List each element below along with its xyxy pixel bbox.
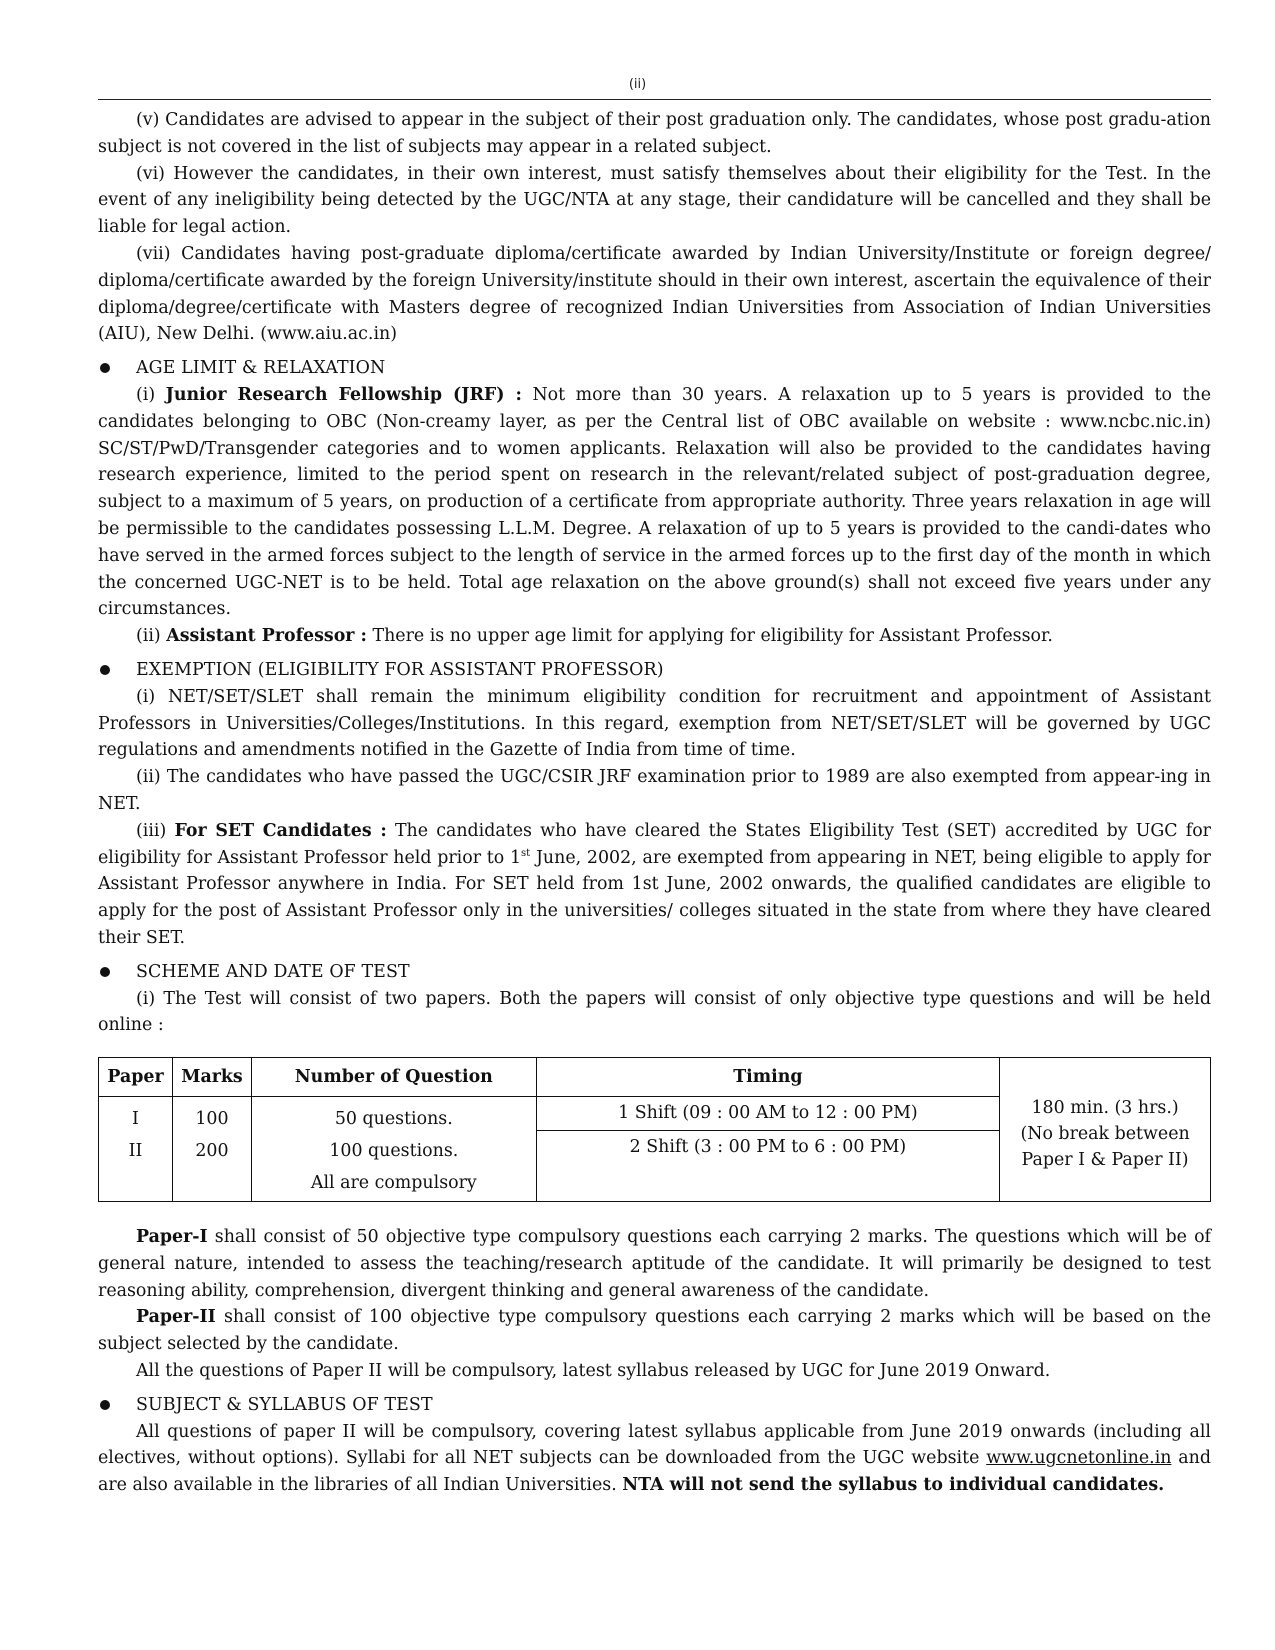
duration-line: Paper I & Paper II) [1021,1149,1189,1170]
section-heading-age [98,355,1211,382]
header-timing: Timing [536,1058,999,1097]
header-paper: Paper [99,1058,173,1097]
header-marks: Marks [172,1058,251,1097]
paragraph-jrf [98,382,1211,623]
section-heading-syllabus [98,1392,1211,1419]
paragraph-v: (v) Candidates are advised to appear in the subject of their post graduation only. The candidates, whose post gradu-ation subject is not covered in the list of subjects may appear in a related subject. [98,110,1211,157]
paper-value: I [132,1109,139,1130]
section-heading-exemption [98,657,1211,684]
timing-cell [536,1097,999,1202]
paper-i-text: shall consist of 50 objective type compulsory questions each carrying 2 marks. The questions which will be of general nature, intended to assess the teaching/research aptitude of the candidate. It will primarily be designed to test reasoning ability, comprehension, divergent thinking and general awareness of the candidate. [98,1227,1211,1301]
header-rule [98,99,1211,100]
syllabus-text-a: All questions of paper II will be compulsory, covering latest syllabus applicable from June 2019 onwards (including all electives, without options). Syllabi for all NET subjects can be downloaded from the UGC website [98,1421,1211,1469]
paragraph-syllabus [98,1419,1211,1499]
syllabus-notice: NTA will not send the syllabus to individual candidates. [622,1475,1165,1496]
questions-cell [251,1097,536,1202]
jrf-text: Not more than 30 years. A relaxation up to 5 years is provided to the candidates belonging to OBC (Non-creamy layer, as per the Central list of OBC available on website : www.ncbc.nic.in) SC/ST/PwD/Transgender categories and to women applicants. Relaxation will also be provided to the candidates having research experience, limited to the period spent on research in the relevant/related subject of post-graduation degree, subject to a maximum of 5 years, on production of a certificate from appropriate authority. Three years relaxation in age will be permissible to the candidates possessing L.L.M. Degree. A relaxation of up to 5 years is provided to the candi-dates who have served in the armed forces subject to the length of service in the armed forces up to the first day of the month in which the concerned UGC-NET is to be held. Total age relaxation on the above ground(s) shall not exceed five years under any circumstances. [98,384,1211,620]
timing-shift-1: 1 Shift (09 : 00 AM to 12 : 00 PM) [537,1097,999,1131]
page-number: (ii) [628,77,647,92]
page-content [98,107,1211,1499]
schedule-table-wrap [98,1057,1211,1202]
bullet-icon [100,363,110,373]
paragraph-assistant-professor [98,623,1211,650]
paragraph-exemption-i: (i) NET/SET/SLET shall remain the minimum eligibility condition for recruitment and appointment of Assistant Professors in Universities/Colleges/Institutions. In this regard, exemption from NET/SET/SLET will be governed by UGC regulations and amendments notified in the Gazette of India from time of time. [98,686,1211,761]
item-number: (ii) [136,626,167,647]
schedule-table [98,1057,1211,1202]
section-heading-scheme [98,959,1211,986]
item-number: (iii) [136,820,175,841]
assistant-professor-label: Assistant Professor : [166,626,367,647]
marks-value: 100 [195,1109,229,1130]
header-questions: Number of Question [251,1058,536,1097]
marks-value: 200 [195,1141,229,1162]
set-candidates-label: For SET Candidates : [174,820,387,841]
papers-cell [99,1097,173,1202]
paragraph-scheme-intro: (i) The Test will consist of two papers. Both the papers will consist of only objective type questions and will be held online : [98,988,1211,1036]
heading-text: AGE LIMIT & RELAXATION [136,358,386,379]
ugc-website-link[interactable]: www.ugcnetonline.in [986,1448,1172,1469]
paragraph-exemption-iii [98,818,1211,952]
duration-line: 180 min. (3 hrs.) [1031,1097,1179,1118]
paper-ii-text: shall consist of 100 objective type compulsory questions each carrying 2 marks which will be based on the subject selected by the candidate. [98,1307,1211,1355]
paragraph-exemption-ii: (ii) The candidates who have passed the UGC/CSIR JRF examination prior to 1989 are also exempted from appear-ing in NET. [98,767,1211,814]
marks-cell [172,1097,251,1202]
duration-line: (No break between [1020,1123,1190,1144]
questions-value: 50 questions. [334,1109,453,1130]
questions-value: 100 questions. [329,1141,459,1162]
set-text-b: June, 2002, are exempted from appearing in NET, being eligible to apply for Assistant Professor anywhere in India. For SET held from 1st June, 2002 onwards, the qualified candidates are eligible to apply for the post of Assistant Professor only in the universities/ colleges situated in the state from where they have cleared their SET. [98,847,1211,948]
paragraph-paper-ii-note: All the questions of Paper II will be compulsory, latest syllabus released by UGC for June 2019 Onward. [136,1361,1051,1382]
paper-value: II [128,1141,143,1162]
bullet-icon [100,967,110,977]
paragraph-vii: (vii) Candidates having post-graduate diploma/certificate awarded by Indian University/Institute or foreign degree/ diploma/certificate awarded by the foreign University/institute should in their own interest, ascertain the equivalence of their diploma/degree/certificate with Masters degree of recognized Indian Universities from Association of Indian Universities (AIU), New Delhi. (www.aiu.ac.in) [98,243,1211,345]
questions-note: All are compulsory [310,1173,477,1194]
paragraph-vi: (vi) However the candidates, in their own interest, must satisfy themselves about their eligibility for the Test. In the event of any ineligibility being detected by the UGC/NTA at any stage, their candidature will be cancelled and they shall be liable for legal action. [98,163,1211,238]
paragraph-paper-ii [98,1304,1211,1358]
heading-text: SUBJECT & SYLLABUS OF TEST [136,1394,433,1415]
duration-cell [1000,1058,1211,1202]
jrf-label: Junior Research Fellowship (JRF) : [165,384,522,405]
syllabus-text-b: and are also available in the libraries of all Indian Universities. [98,1448,1211,1496]
bullet-icon [100,665,110,675]
timing-shift-2: 2 Shift (3 : 00 PM to 6 : 00 PM) [629,1137,907,1158]
assistant-professor-text: There is no upper age limit for applying for eligibility for Assistant Professor. [366,626,1053,647]
heading-text: SCHEME AND DATE OF TEST [136,961,410,982]
paper-i-label: Paper-I [136,1227,208,1248]
heading-text: EXEMPTION (ELIGIBILITY FOR ASSISTANT PROFESSOR) [136,659,664,680]
paper-ii-label: Paper-II [136,1307,216,1328]
bullet-icon [100,1400,110,1410]
paragraph-paper-i [98,1224,1211,1304]
item-number: (i) [136,384,166,405]
ordinal-suffix: st [521,847,531,859]
set-text-a: The candidates who have cleared the States Eligibility Test (SET) accredited by UGC for eligibility for Assistant Professor held prior to 1 [98,820,1211,868]
